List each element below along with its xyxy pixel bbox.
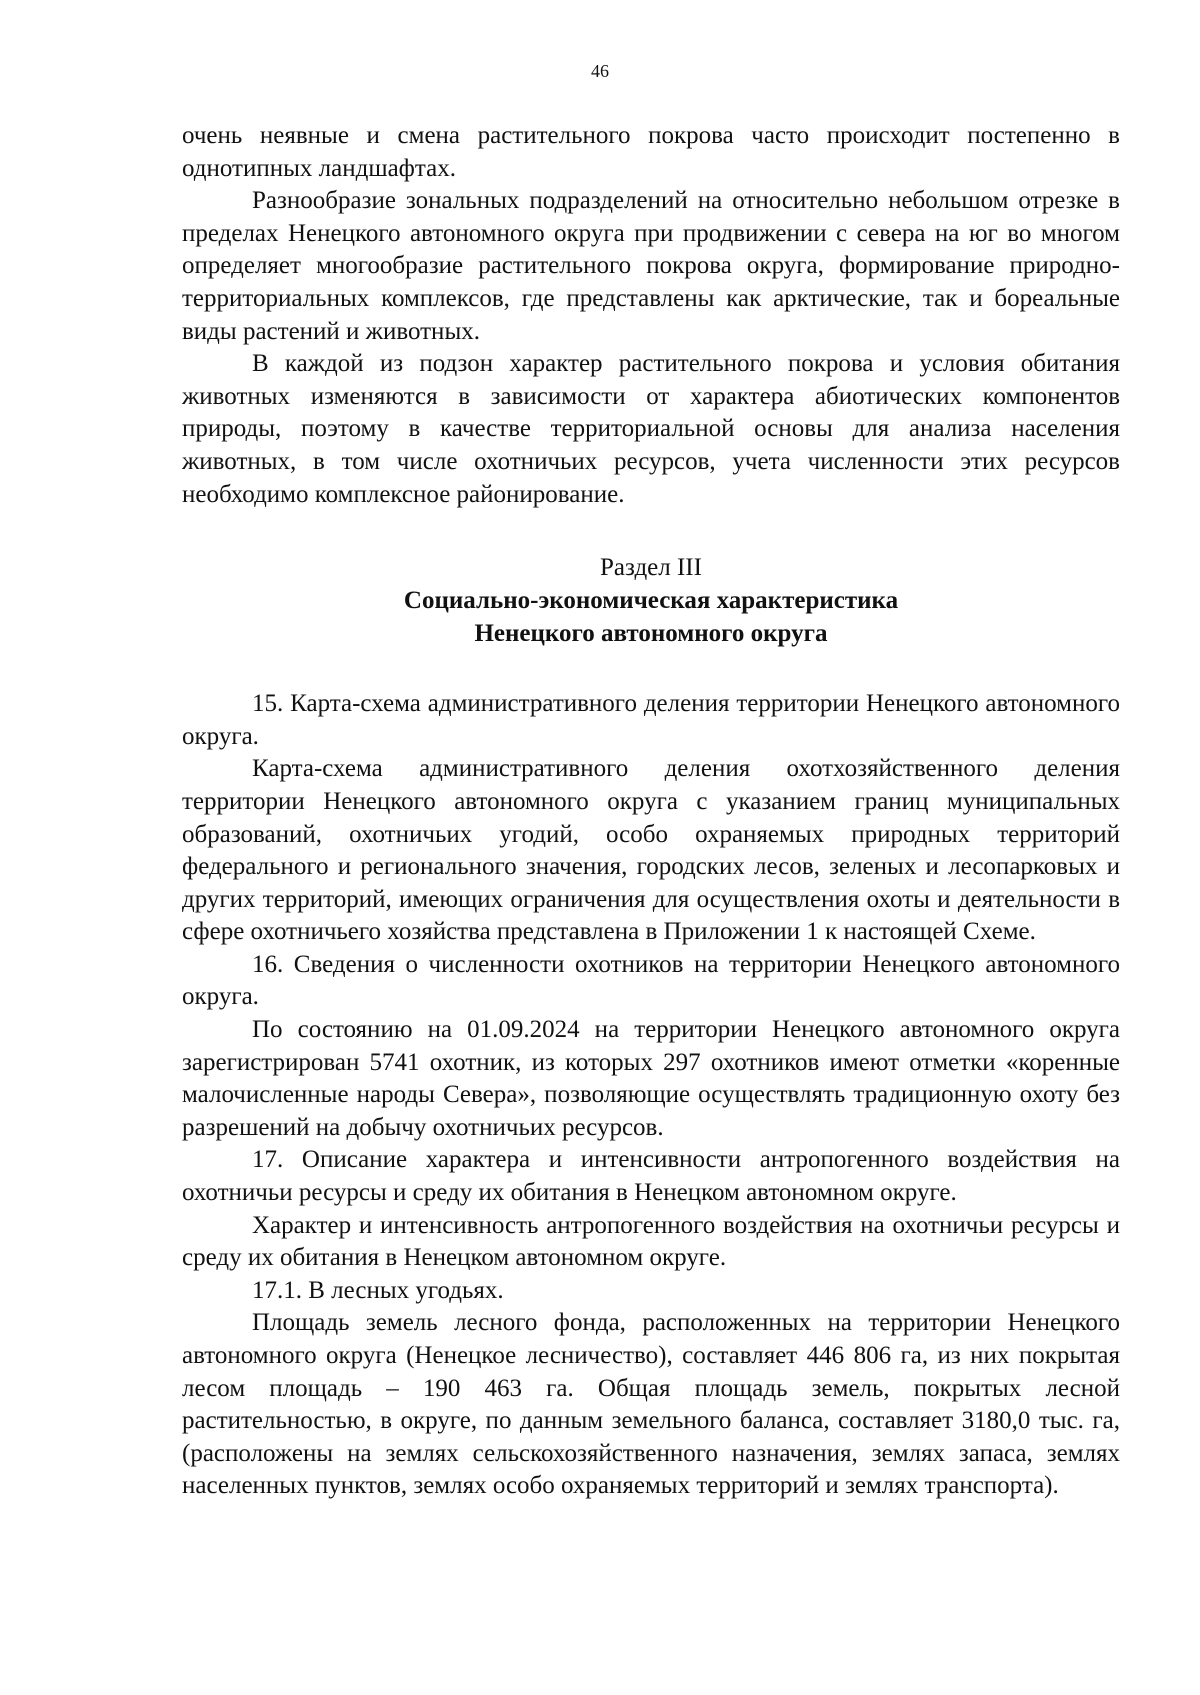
paragraph-zonal-diversity: Разнообразие зональных подразделений на относительно небольшом отрезке в пределах Ненецкого автономного округа при продвижении с севера на юг во многом определяет многообразие растительного покрова округа, формирование природно-территориальных комплексов, где представлены как арктические, так и бореальные виды растений и животных.	[182, 187, 1120, 345]
section-title-line-1: Социально-экономическая характеристика	[403, 587, 899, 615]
paragraph-anthropogenic-impact: Характер и интенсивность антропогенного воздействия на охотничьи ресурсы и среду их обитания в Ненецком автономном округе.	[182, 1211, 1120, 1272]
item-16-heading: 16. Сведения о численности охотников на территории Ненецкого автономного округа.	[182, 950, 1120, 1011]
section-title-line-2: Ненецкого автономного округа	[474, 620, 828, 648]
document-body	[182, 120, 1120, 1503]
item-17-heading: 17. Описание характера и интенсивности антропогенного воздействия на охотничьи ресурсы и среду их обитания в Ненецком автономном округе.	[182, 1146, 1120, 1207]
paragraph-hunters-count: По состоянию на 01.09.2024 на территории Ненецкого автономного округа зарегистрирован 5741 охотник, из которых 297 охотников имеют отметки «коренные малочисленные народы Севера», позволяющие осуществлять традиционную охоту без разрешений на добычу охотничьих ресурсов.	[182, 1016, 1120, 1141]
item-15-heading: 15. Карта-схема административного деления территории Ненецкого автономного округа.	[182, 690, 1120, 750]
paragraph-continuation: очень неявные и смена растительного покрова часто происходит постепенно в однотипных ландшафтах.	[182, 122, 1120, 182]
paragraph-forest-lands: Площадь земель лесного фонда, расположенных на территории Ненецкого автономного округа (Ненецкое лесничество), составляет 446 806 га, из них покрытая лесом площадь – 190 463 га. Общая площадь земель, покрытых лесной растительностью, в округе, по данным земельного баланса, составляет 3180,0 тыс. га, (расположены на землях сельскохозяйственного назначения, землях запаса, землях населенных пунктов, землях особо охраняемых территорий и землях транспорта).	[182, 1309, 1120, 1500]
section-label: Раздел III	[600, 554, 702, 582]
page-number: 46	[591, 61, 609, 81]
item-17-1-heading: 17.1. В лесных угодьях.	[252, 1276, 504, 1304]
section-heading	[182, 551, 1120, 650]
paragraph-map-scheme: Карта-схема административного деления охотхозяйственного деления территории Ненецкого автономного округа с указанием границ муниципальных образований, охотничьих угодий, особо охраняемых природных территорий федерального и регионального значения, городских лесов, зеленых и лесопарковых и других территорий, имеющих ограничения для осуществления охоты и деятельности в сфере охотничьего хозяйства представлена в Приложении 1 к настоящей Схеме.	[182, 755, 1120, 946]
paragraph-subzones: В каждой из подзон характер растительного покрова и условия обитания животных изменяются в зависимости от характера абиотических компонентов природы, поэтому в качестве территориальной основы для анализа населения животных, в том числе охотничьих ресурсов, учета численности этих ресурсов необходимо комплексное районирование.	[182, 350, 1120, 508]
